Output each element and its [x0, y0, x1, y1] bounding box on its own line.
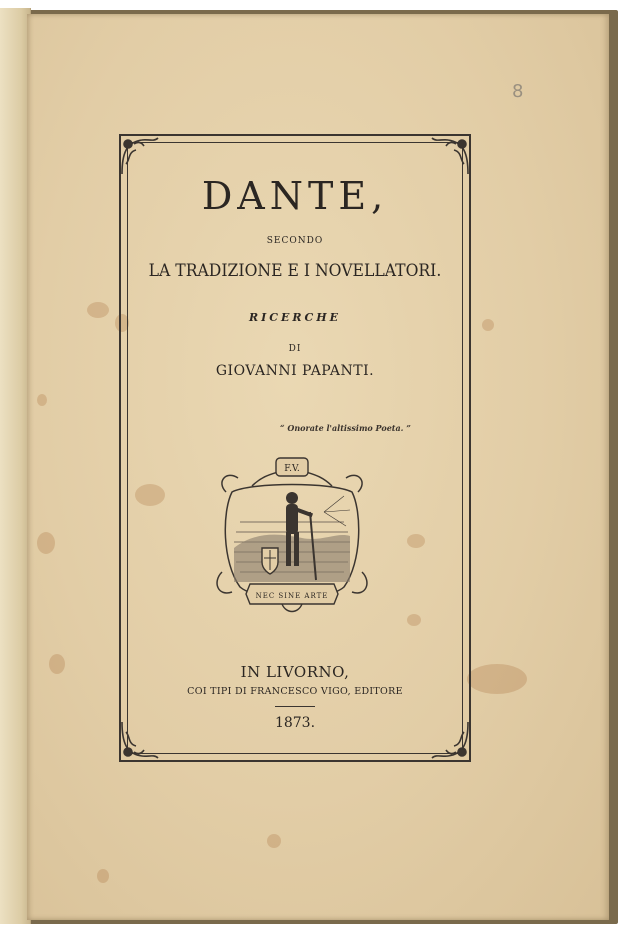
foxing-spot: [37, 532, 55, 554]
corner-ornament-icon: [118, 134, 162, 178]
book-subtitle: LA TRADIZIONE E I NOVELLATORI.: [148, 261, 442, 281]
corner-ornament-icon: [428, 134, 472, 178]
secondo-text: SECONDO: [266, 236, 324, 246]
author-name: GIOVANNI PAPANTI.: [215, 363, 375, 379]
emblem-monogram: F.V.: [284, 464, 300, 474]
emblem-banner-text: NEC SINE ARTE: [255, 592, 329, 600]
printer-emblem-icon: [212, 452, 372, 622]
book-title: DANTE,: [201, 174, 389, 218]
imprint-printer: COI TIPI DI FRANCESCO VIGO, EDITORE: [187, 686, 403, 697]
foxing-spot: [482, 319, 494, 331]
imprint-divider: [275, 706, 315, 707]
imprint-year: 1873.: [274, 715, 316, 731]
epigraph-motto: “ Onorate l'altissimo Poeta. ”: [280, 423, 411, 433]
foxing-spot: [97, 869, 109, 883]
foxing-spot: [267, 834, 281, 848]
imprint-city: IN LIVORNO,: [240, 663, 350, 681]
foxing-spot: [467, 664, 527, 694]
foxing-spot: [87, 302, 109, 318]
foxing-spot: [49, 654, 65, 674]
di-text: DI: [288, 344, 302, 354]
ricerche-text: RICERCHE: [248, 311, 342, 324]
foxing-spot: [37, 394, 47, 406]
pencil-annotation: 8: [512, 81, 524, 102]
